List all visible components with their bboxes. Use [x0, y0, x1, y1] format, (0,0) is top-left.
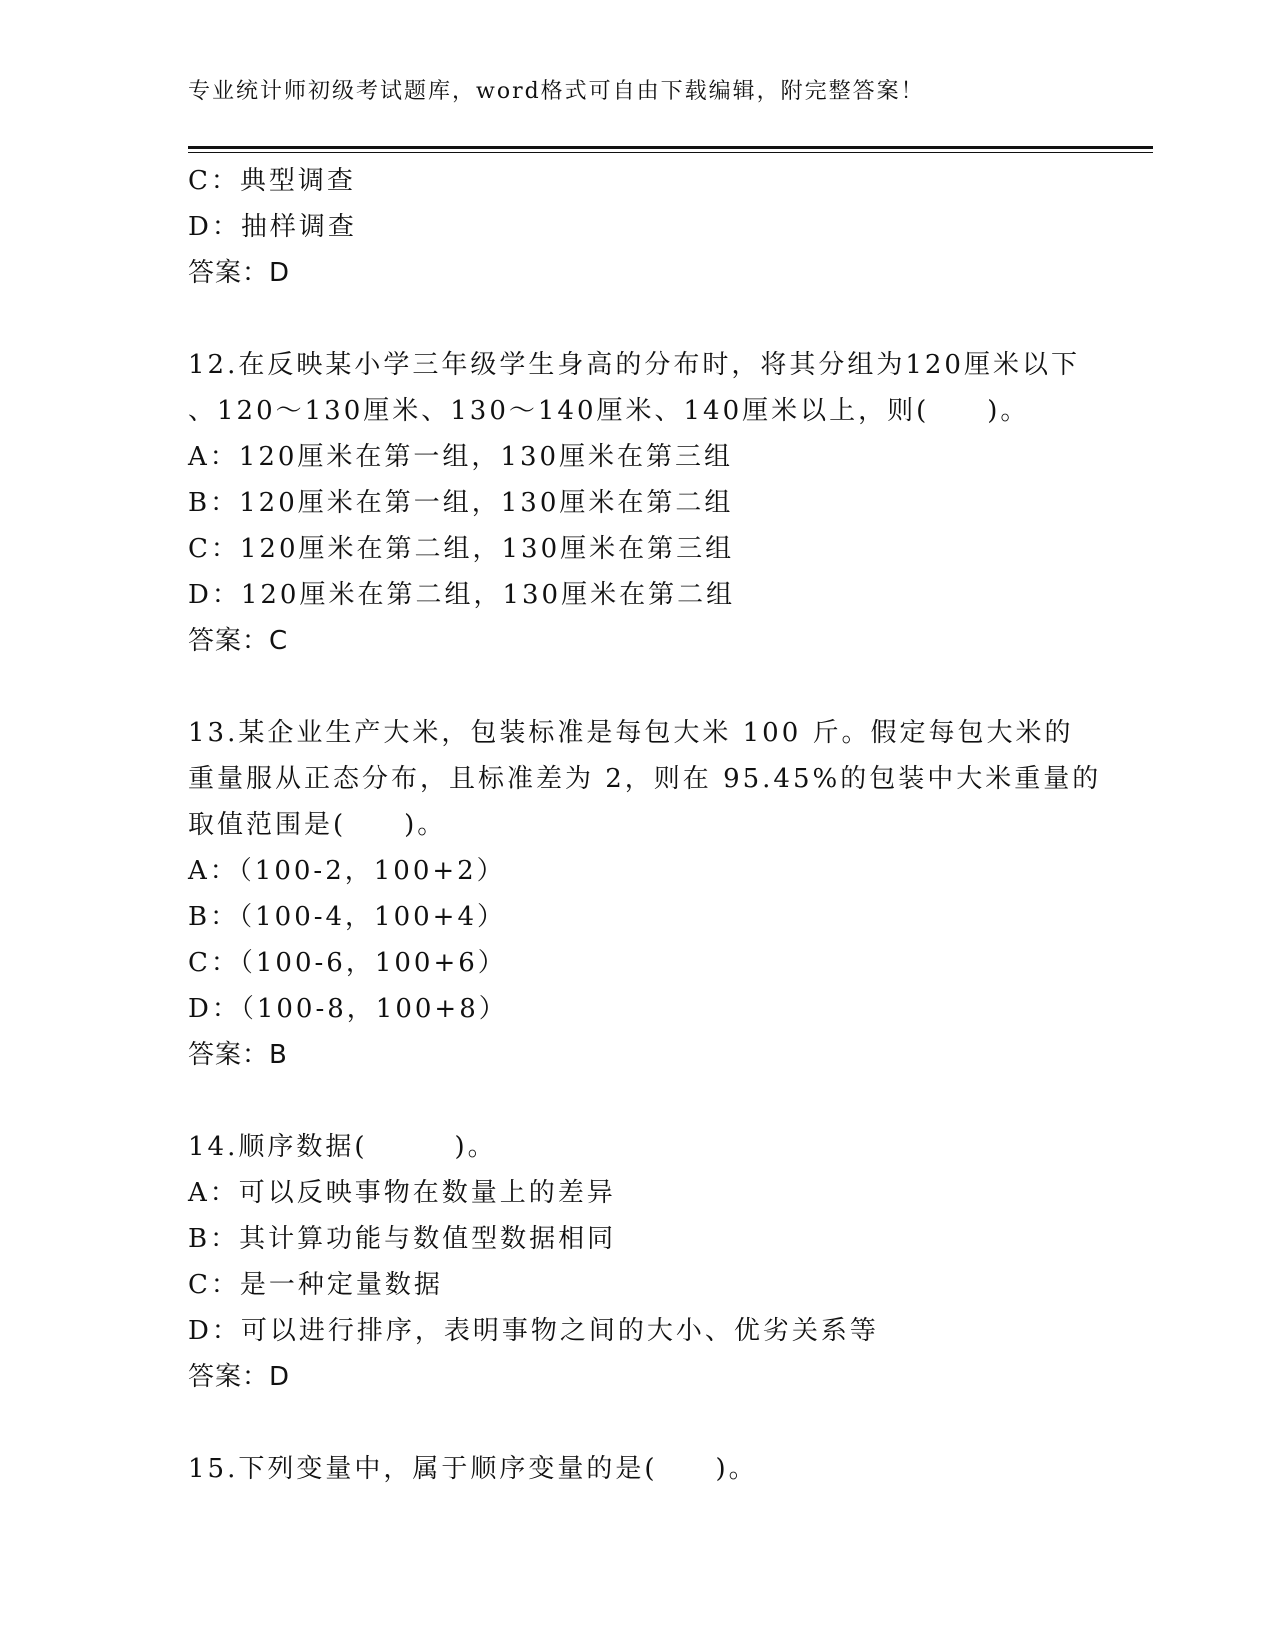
option-line: C：是一种定量数据 [188, 1270, 443, 1300]
question-stem-line: 12.在反映某小学三年级学生身高的分布时，将其分组为120厘米以下 [188, 350, 1080, 380]
option-line: C：120厘米在第二组，130厘米在第三组 [188, 534, 735, 564]
answer-line: 答案：D [188, 1362, 291, 1392]
question-stem-line: 14.顺序数据( )。 [188, 1132, 497, 1162]
option-line: A：可以反映事物在数量上的差异 [188, 1178, 616, 1208]
question-content [188, 158, 1138, 1492]
question-stem-line: 13.某企业生产大米，包装标准是每包大米 100 斤。假定每包大米的 [188, 718, 1074, 748]
answer-line: 答案：D [188, 258, 291, 288]
spacer [188, 296, 1138, 342]
header-rule-thin [188, 152, 1153, 153]
answer-line: 答案：B [188, 1040, 288, 1070]
option-line: D：120厘米在第二组，130厘米在第二组 [188, 580, 736, 610]
option-line: B：120厘米在第一组，130厘米在第二组 [188, 488, 734, 518]
question-stem-line: 重量服从正态分布，且标准差为 2，则在 95.45%的包装中大米重量的 [188, 764, 1102, 794]
option-line: B：（100-4，100+4） [188, 902, 507, 932]
option-line: C：典型调查 [188, 166, 356, 196]
option-line: A：（100-2，100+2） [188, 856, 506, 886]
answer-line: 答案：C [188, 626, 289, 656]
question-stem-line: 、120～130厘米、130～140厘米、140厘米以上，则( )。 [188, 396, 1030, 426]
page-header: 专业统计师初级考试题库，word格式可自由下载编辑，附完整答案！ [188, 79, 925, 104]
question-stem-line: 取值范围是( )。 [188, 810, 447, 840]
option-line: C：（100-6，100+6） [188, 948, 507, 978]
option-line: A：120厘米在第一组，130厘米在第三组 [188, 442, 734, 472]
option-line: D：可以进行排序，表明事物之间的大小、优劣关系等 [188, 1316, 879, 1346]
option-line: D：（100-8，100+8） [188, 994, 508, 1024]
header-rule-thick [188, 146, 1153, 149]
spacer [188, 664, 1138, 710]
spacer [188, 1078, 1138, 1124]
option-line: B：其计算功能与数值型数据相同 [188, 1224, 617, 1254]
question-stem-line: 15.下列变量中，属于顺序变量的是( )。 [188, 1454, 758, 1484]
option-line: D：抽样调查 [188, 212, 357, 242]
spacer [188, 1400, 1138, 1446]
